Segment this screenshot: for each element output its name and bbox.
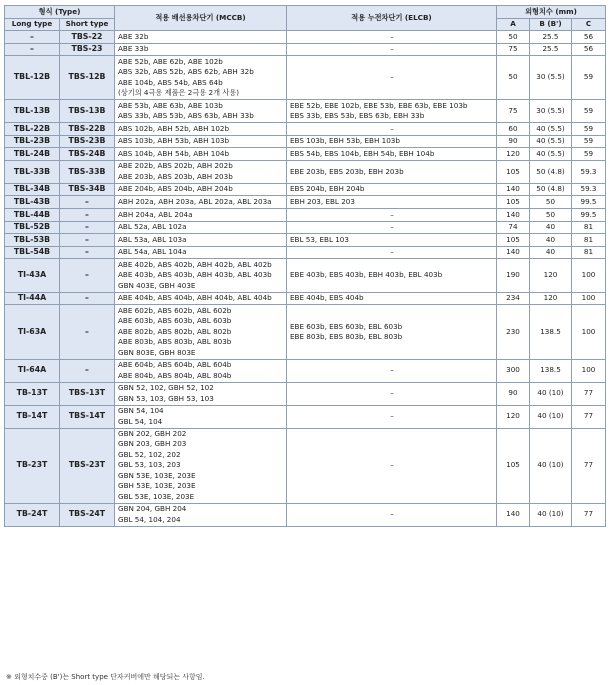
short-type-cell: TBS-13T — [60, 382, 115, 405]
mccb-cell — [115, 196, 287, 209]
elcb-cell-line: – — [390, 460, 394, 470]
mccb-cell-line: ABE 402b, ABS 402b, ABH 402b, ABL 402b — [118, 259, 272, 269]
dim-c-cell: 100 — [572, 359, 606, 382]
dim-a-cell: 60 — [497, 122, 530, 135]
elcb-cell-line: EBS 103b, EBH 53b, EBH 103b — [290, 136, 400, 146]
elcb-cell-line: EBH 203, EBL 203 — [290, 196, 355, 206]
mccb-cell — [115, 382, 287, 405]
table-body — [5, 31, 606, 527]
short-type-header: Short type — [60, 19, 115, 31]
table-row — [5, 99, 606, 122]
dim-c-header: C — [572, 19, 606, 31]
table-row — [5, 428, 606, 503]
short-type-cell: – — [60, 234, 115, 247]
dim-b-cell: 40 (5.5) — [530, 148, 572, 161]
long-type-cell: TB-13T — [5, 382, 60, 405]
dim-c-cell: 77 — [572, 428, 606, 503]
elcb-cell-line: – — [390, 44, 394, 54]
dim-a-cell: 105 — [497, 428, 530, 503]
mccb-cell-line: ABE 803b, ABS 803b, ABL 803b — [118, 337, 232, 347]
mccb-cell-line: ABL 53a, ABL 103a — [118, 234, 187, 244]
short-type-cell: TBS-24B — [60, 148, 115, 161]
elcb-cell-line: – — [390, 222, 394, 232]
mccb-header: 적용 배선용차단기 (MCCB) — [115, 6, 287, 31]
short-type-cell: TBS-23 — [60, 43, 115, 56]
elcb-cell-line: EBE 803b, EBS 803b, EBL 803b — [290, 331, 403, 341]
long-type-cell: TI-44A — [5, 292, 60, 305]
mccb-cell — [115, 183, 287, 196]
long-type-cell: TBL-23B — [5, 135, 60, 148]
elcb-cell-line: – — [390, 247, 394, 257]
dim-b-cell: 40 (5.5) — [530, 135, 572, 148]
dim-c-cell: 56 — [572, 31, 606, 44]
dim-a-cell: 50 — [497, 31, 530, 44]
dim-b-cell: 40 (5.5) — [530, 122, 572, 135]
dim-b-cell: 30 (5.5) — [530, 56, 572, 100]
mccb-cell-line: GBN 803E, GBH 803E — [118, 347, 196, 357]
elcb-cell — [287, 43, 497, 56]
mccb-cell-line: ABS 33b, ABS 53b, ABS 63b, ABH 33b — [118, 110, 254, 120]
elcb-cell-line: – — [390, 31, 394, 41]
long-type-cell: TB-23T — [5, 428, 60, 503]
dim-a-cell: 120 — [497, 148, 530, 161]
mccb-cell — [115, 31, 287, 44]
mccb-cell-line: ABS 104b, ABH 54b, ABH 104b — [118, 148, 230, 158]
dim-c-cell: 99.5 — [572, 196, 606, 209]
short-type-cell: – — [60, 359, 115, 382]
dim-a-cell: 234 — [497, 292, 530, 305]
mccb-cell-line: GBN 202, GBH 202 — [118, 429, 187, 439]
mccb-cell-line: ABE 52b, ABE 62b, ABE 102b — [118, 56, 223, 66]
long-type-cell: TI-63A — [5, 305, 60, 359]
mccb-cell-line: GBN 204, GBH 204 — [118, 504, 187, 514]
dim-a-cell: 90 — [497, 382, 530, 405]
mccb-cell-line: ABE 104b, ABS 54b, ABS 64b — [118, 77, 223, 87]
dim-b-cell: 120 — [530, 292, 572, 305]
mccb-cell-line: ABL 54a, ABL 104a — [118, 247, 187, 257]
elcb-cell — [287, 234, 497, 247]
long-type-cell: TBL-33B — [5, 160, 60, 183]
dim-c-cell: 100 — [572, 292, 606, 305]
short-type-cell: – — [60, 259, 115, 292]
dim-c-cell: 81 — [572, 234, 606, 247]
elcb-cell-line: – — [390, 365, 394, 375]
mccb-cell-line: ABE 404b, ABS 404b, ABH 404b, ABL 404b — [118, 293, 272, 303]
long-type-cell: TI-64A — [5, 359, 60, 382]
dim-a-cell: 300 — [497, 359, 530, 382]
short-type-cell: TBS-24T — [60, 503, 115, 526]
dim-b-cell: 138.5 — [530, 359, 572, 382]
dim-b-cell: 50 — [530, 196, 572, 209]
short-type-cell: – — [60, 208, 115, 221]
long-type-cell: TBL-43B — [5, 196, 60, 209]
dim-c-cell: 81 — [572, 221, 606, 234]
dim-c-cell: 59 — [572, 122, 606, 135]
dim-a-cell: 140 — [497, 208, 530, 221]
elcb-cell — [287, 183, 497, 196]
table-row — [5, 292, 606, 305]
mccb-cell-line: ABS 103b, ABH 53b, ABH 103b — [118, 136, 230, 146]
elcb-cell-line: EBE 203b, EBS 203b, EBH 203b — [290, 166, 404, 176]
dim-a-cell: 105 — [497, 234, 530, 247]
mccb-cell-line: ABS 32b, ABS 52b, ABS 62b, ABH 32b — [118, 67, 254, 77]
elcb-cell — [287, 160, 497, 183]
dim-c-cell: 59 — [572, 99, 606, 122]
dim-b-cell: 40 (10) — [530, 428, 572, 503]
mccb-cell-line: GBL 53E, 103E, 203E — [118, 491, 195, 501]
short-type-cell: TBS-22 — [60, 31, 115, 44]
elcb-cell-line: – — [390, 509, 394, 519]
long-type-cell: TBL-34B — [5, 183, 60, 196]
mccb-cell-line: ABE 603b, ABS 603b, ABL 603b — [118, 316, 232, 326]
long-type-cell: – — [5, 31, 60, 44]
dim-c-cell: 59.3 — [572, 160, 606, 183]
long-type-cell: TB-24T — [5, 503, 60, 526]
dim-a-cell: 75 — [497, 99, 530, 122]
mccb-cell — [115, 122, 287, 135]
elcb-header: 적용 누전차단기 (ELCB) — [287, 6, 497, 31]
mccb-cell-line: ABE 604b, ABS 604b, ABL 604b — [118, 360, 232, 370]
elcb-cell — [287, 208, 497, 221]
table-row — [5, 183, 606, 196]
dim-b-cell: 50 — [530, 208, 572, 221]
elcb-cell — [287, 99, 497, 122]
elcb-cell — [287, 135, 497, 148]
dim-c-cell: 56 — [572, 43, 606, 56]
mccb-cell — [115, 56, 287, 100]
elcb-cell — [287, 246, 497, 259]
short-type-cell: TBS-22B — [60, 122, 115, 135]
dim-a-cell: 105 — [497, 160, 530, 183]
dim-a-cell: 50 — [497, 56, 530, 100]
long-type-cell: TBL-53B — [5, 234, 60, 247]
elcb-cell — [287, 221, 497, 234]
table-row — [5, 305, 606, 359]
mccb-cell — [115, 246, 287, 259]
dim-a-cell: 140 — [497, 503, 530, 526]
table-row — [5, 382, 606, 405]
dim-c-cell: 77 — [572, 503, 606, 526]
elcb-cell-line: EBS 54b, EBS 104b, EBH 54b, EBH 104b — [290, 148, 435, 158]
elcb-cell-line: EBS 33b, EBS 53b, EBS 63b, EBH 33b — [290, 110, 425, 120]
table-row — [5, 196, 606, 209]
elcb-cell — [287, 196, 497, 209]
elcb-cell — [287, 292, 497, 305]
short-type-cell: – — [60, 221, 115, 234]
mccb-cell-line: ABE 202b, ABS 202b, ABH 202b — [118, 161, 233, 171]
spec-table — [4, 5, 606, 527]
long-type-cell: TBL-13B — [5, 99, 60, 122]
mccb-cell-line: ABE 804b, ABS 804b, ABL 804b — [118, 370, 232, 380]
dim-a-cell: 230 — [497, 305, 530, 359]
mccb-cell-line: ABE 53b, ABE 63b, ABE 103b — [118, 100, 223, 110]
dim-c-cell: 59 — [572, 56, 606, 100]
long-type-cell: TBL-44B — [5, 208, 60, 221]
table-row — [5, 221, 606, 234]
mccb-cell — [115, 503, 287, 526]
long-type-cell: TBL-12B — [5, 56, 60, 100]
dim-c-cell: 59 — [572, 135, 606, 148]
short-type-cell: – — [60, 196, 115, 209]
table-row — [5, 135, 606, 148]
elcb-cell — [287, 148, 497, 161]
elcb-cell-line: EBE 52b, EBE 102b, EBE 53b, EBE 63b, EBE 103b — [290, 100, 468, 110]
dim-a-cell: 75 — [497, 43, 530, 56]
mccb-cell — [115, 208, 287, 221]
short-type-cell: TBS-23T — [60, 428, 115, 503]
elcb-cell-line: EBE 404b, EBS 404b — [290, 293, 364, 303]
dim-b-cell: 25.5 — [530, 43, 572, 56]
elcb-cell-line: – — [390, 72, 394, 82]
table-row — [5, 43, 606, 56]
dim-a-cell: 74 — [497, 221, 530, 234]
table-row — [5, 208, 606, 221]
mccb-cell — [115, 221, 287, 234]
dim-c-cell: 100 — [572, 259, 606, 292]
mccb-cell — [115, 405, 287, 428]
type-group-header: 형식 (Type) — [5, 6, 115, 19]
mccb-cell-line: GBN 403E, GBH 403E — [118, 280, 196, 290]
elcb-cell-line: EBS 204b, EBH 204b — [290, 184, 365, 194]
table-row — [5, 160, 606, 183]
dim-b-cell: 50 (4.8) — [530, 160, 572, 183]
elcb-cell — [287, 31, 497, 44]
elcb-cell-line: – — [390, 209, 394, 219]
mccb-cell-line: GBL 54, 104, 204 — [118, 514, 181, 524]
mccb-cell-line: ABE 203b, ABS 203b, ABH 203b — [118, 171, 233, 181]
dim-a-header: A — [497, 19, 530, 31]
mccb-cell-line: GBL 52, 102, 202 — [118, 449, 181, 459]
mccb-cell-line: GBN 54, 104 — [118, 406, 164, 416]
long-type-header: Long type — [5, 19, 60, 31]
elcb-cell-line: – — [390, 411, 394, 421]
mccb-cell-line: GBN 52, 102, GBH 52, 102 — [118, 383, 214, 393]
table-row — [5, 405, 606, 428]
mccb-cell — [115, 135, 287, 148]
table-row — [5, 122, 606, 135]
dim-a-cell: 140 — [497, 183, 530, 196]
dim-c-cell: 59 — [572, 148, 606, 161]
short-type-cell: TBS-34B — [60, 183, 115, 196]
dim-c-cell: 81 — [572, 246, 606, 259]
long-type-cell: – — [5, 43, 60, 56]
long-type-cell: TBL-52B — [5, 221, 60, 234]
dim-b-cell: 40 (10) — [530, 503, 572, 526]
elcb-cell — [287, 503, 497, 526]
short-type-cell: – — [60, 292, 115, 305]
mccb-cell — [115, 292, 287, 305]
elcb-cell — [287, 405, 497, 428]
dim-a-cell: 90 — [497, 135, 530, 148]
dim-a-cell: 190 — [497, 259, 530, 292]
elcb-cell-line: EBL 53, EBL 103 — [290, 234, 349, 244]
dim-a-cell: 120 — [497, 405, 530, 428]
short-type-cell: TBS-13B — [60, 99, 115, 122]
dim-b-cell: 40 (10) — [530, 382, 572, 405]
mccb-cell — [115, 428, 287, 503]
table-row — [5, 31, 606, 44]
short-type-cell: TBS-12B — [60, 56, 115, 100]
dim-b-header: B (B') — [530, 19, 572, 31]
mccb-cell-line: GBL 53, 103, 203 — [118, 460, 181, 470]
table-row — [5, 148, 606, 161]
short-type-cell: – — [60, 246, 115, 259]
table-row — [5, 246, 606, 259]
dim-c-cell: 77 — [572, 405, 606, 428]
elcb-cell-line: – — [390, 123, 394, 133]
mccb-cell — [115, 259, 287, 292]
dim-b-cell: 40 — [530, 246, 572, 259]
elcb-cell — [287, 122, 497, 135]
mccb-cell-line: ABE 204b, ABS 204b, ABH 204b — [118, 184, 233, 194]
dim-a-cell: 105 — [497, 196, 530, 209]
table-row — [5, 503, 606, 526]
table-row — [5, 359, 606, 382]
table-row — [5, 259, 606, 292]
footnote: ※ 외형치수중 (B')는 Short type 단자커버에만 해당되는 사항임. — [6, 673, 205, 681]
mccb-cell — [115, 160, 287, 183]
elcb-cell — [287, 428, 497, 503]
mccb-cell-line: ABE 802b, ABS 802b, ABL 802b — [118, 326, 232, 336]
table-row — [5, 234, 606, 247]
long-type-cell: TBL-24B — [5, 148, 60, 161]
long-type-cell: TI-43A — [5, 259, 60, 292]
elcb-cell-line: EBE 403b, EBS 403b, EBH 403b, EBL 403b — [290, 270, 443, 280]
mccb-cell-line: ABE 403b, ABS 403b, ABH 403b, ABL 403b — [118, 270, 272, 280]
long-type-cell: TBL-54B — [5, 246, 60, 259]
dim-b-cell: 120 — [530, 259, 572, 292]
elcb-cell-line: – — [390, 388, 394, 398]
mccb-cell — [115, 43, 287, 56]
mccb-cell-line: ABH 204a, ABL 204a — [118, 209, 193, 219]
mccb-cell — [115, 99, 287, 122]
mccb-cell-line: GBN 203, GBH 203 — [118, 439, 187, 449]
elcb-cell — [287, 382, 497, 405]
mccb-cell-line: (상기의 4극용 제품은 2극용 2개 사용) — [118, 87, 240, 97]
elcb-cell — [287, 359, 497, 382]
elcb-cell — [287, 305, 497, 359]
long-type-cell: TB-14T — [5, 405, 60, 428]
dim-b-cell: 40 — [530, 221, 572, 234]
mccb-cell-line: ABE 33b — [118, 44, 149, 54]
elcb-cell — [287, 259, 497, 292]
dim-c-cell: 59.3 — [572, 183, 606, 196]
mccb-cell-line: ABH 202a, ABH 203a, ABL 202a, ABL 203a — [118, 196, 272, 206]
mccb-cell-line: ABE 602b, ABS 602b, ABL 602b — [118, 305, 232, 315]
dim-b-cell: 50 (4.8) — [530, 183, 572, 196]
short-type-cell: TBS-33B — [60, 160, 115, 183]
mccb-cell-line: ABS 102b, ABH 52b, ABH 102b — [118, 123, 230, 133]
mccb-cell — [115, 305, 287, 359]
dim-b-cell: 25.5 — [530, 31, 572, 44]
dim-b-cell: 30 (5.5) — [530, 99, 572, 122]
dim-a-cell: 140 — [497, 246, 530, 259]
long-type-cell: TBL-22B — [5, 122, 60, 135]
short-type-cell: TBS-23B — [60, 135, 115, 148]
dim-b-cell: 138.5 — [530, 305, 572, 359]
dim-c-cell: 100 — [572, 305, 606, 359]
mccb-cell-line: GBN 53, 103, GBH 53, 103 — [118, 393, 214, 403]
mccb-cell-line: GBL 54, 104 — [118, 416, 163, 426]
dim-c-cell: 99.5 — [572, 208, 606, 221]
table-row — [5, 56, 606, 100]
elcb-cell-line: EBE 603b, EBS 603b, EBL 603b — [290, 321, 403, 331]
mccb-cell-line: ABE 32b — [118, 31, 149, 41]
short-type-cell: TBS-14T — [60, 405, 115, 428]
short-type-cell: – — [60, 305, 115, 359]
mccb-cell-line: GBH 53E, 103E, 203E — [118, 481, 196, 491]
dims-header: 외형치수 (mm) — [497, 6, 606, 19]
dim-b-cell: 40 — [530, 234, 572, 247]
dim-b-cell: 40 (10) — [530, 405, 572, 428]
dim-c-cell: 77 — [572, 382, 606, 405]
elcb-cell — [287, 56, 497, 100]
mccb-cell — [115, 234, 287, 247]
mccb-cell-line: ABL 52a, ABL 102a — [118, 222, 187, 232]
mccb-cell — [115, 148, 287, 161]
mccb-cell — [115, 359, 287, 382]
mccb-cell-line: GBN 53E, 103E, 203E — [118, 470, 196, 480]
